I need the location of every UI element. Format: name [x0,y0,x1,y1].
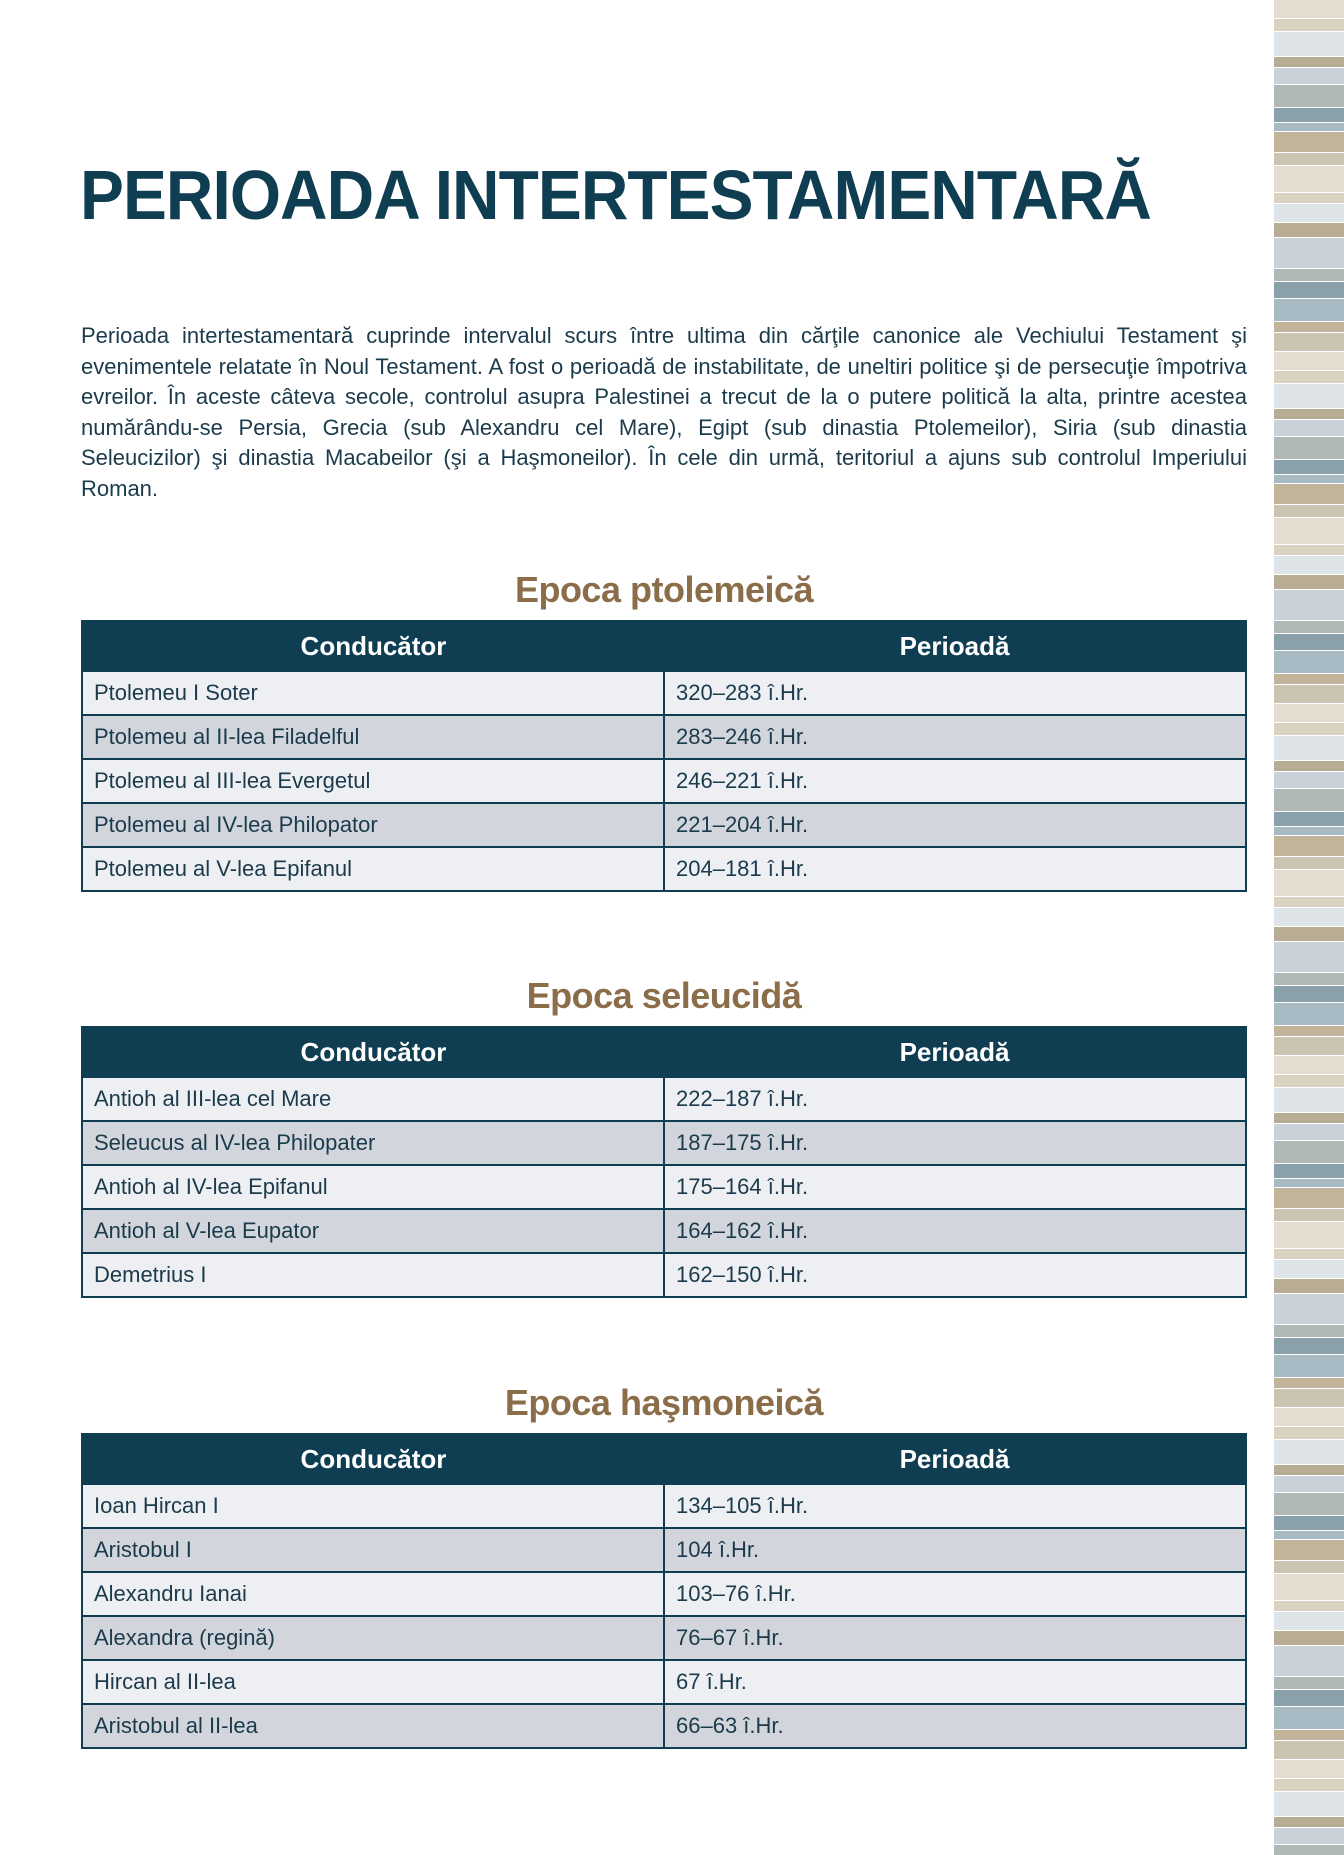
ruler-name-cell: Ptolemeu I Soter [82,671,664,715]
period-cell: 204–181 î.Hr. [664,847,1246,891]
section-hasmonean [81,1373,1247,1749]
period-cell: 187–175 î.Hr. [664,1121,1246,1165]
period-cell: 103–76 î.Hr. [664,1572,1246,1616]
table-row [82,1704,1246,1748]
section-seleucid [81,966,1247,1298]
table-row [82,1121,1246,1165]
table-row [82,759,1246,803]
period-cell: 162–150 î.Hr. [664,1253,1246,1297]
header-ruler: Conducător [82,621,664,671]
table-header-row [82,621,1246,671]
period-cell: 66–63 î.Hr. [664,1704,1246,1748]
table-row [82,1660,1246,1704]
ruler-name-cell: Ptolemeu al V-lea Epifanul [82,847,664,891]
table-row [82,1253,1246,1297]
period-cell: 134–105 î.Hr. [664,1484,1246,1528]
rulers-table [81,1433,1247,1749]
ruler-name-cell: Ptolemeu al II-lea Filadelful [82,715,664,759]
ruler-name-cell: Aristobul I [82,1528,664,1572]
period-cell: 76–67 î.Hr. [664,1616,1246,1660]
table-row [82,1572,1246,1616]
section-title: Epoca haşmoneică [504,1382,824,1423]
period-cell: 67 î.Hr. [664,1660,1246,1704]
table-header-row [82,1027,1246,1077]
table-row [82,803,1246,847]
page-title: PERIOADA INTERTESTAMENTARĂ [80,156,1151,234]
decorative-stripe-border [1274,0,1344,1855]
header-ruler: Conducător [82,1434,664,1484]
table-row [82,671,1246,715]
ruler-name-cell: Alexandra (regină) [82,1616,664,1660]
rulers-table [81,1026,1247,1298]
table-row [82,1209,1246,1253]
ruler-name-cell: Ptolemeu al III-lea Evergetul [82,759,664,803]
rulers-table [81,620,1247,892]
intro-paragraph: Perioada intertestamentară cuprinde intervalul scurs între ultima din cărţile canonice ale Vechiului Testament şi evenimentele relatate în Noul Testament. A fost o perioadă de instabilitate, de uneltiri politice şi de persecuţie împotriva evreilor. În aceste câteva secole, controlul asupra Palestinei a trecut de la o putere politică la alta, printre acestea numărându-se Persia, Grecia (sub Alexandru cel Mare), Egipt (sub dinastia Ptolemeilor), Siria (sub dinastia Seleucizilor) şi dinastia Macabeilor (şi a Haşmoneilor). În cele din urmă, teritoriul a ajuns sub controlul Imperiului Roman. [81,323,1247,501]
section-title: Epoca seleucidă [526,975,802,1016]
header-period: Perioadă [664,1434,1246,1484]
table-header-row [82,1434,1246,1484]
table-row [82,1616,1246,1660]
period-cell: 175–164 î.Hr. [664,1165,1246,1209]
section-title: Epoca ptolemeică [514,569,814,610]
header-ruler: Conducător [82,1027,664,1077]
ruler-name-cell: Ioan Hircan I [82,1484,664,1528]
ruler-name-cell: Alexandru Ianai [82,1572,664,1616]
header-period: Perioadă [664,621,1246,671]
ruler-name-cell: Hircan al II-lea [82,1660,664,1704]
table-row [82,1165,1246,1209]
table-row [82,1077,1246,1121]
ruler-name-cell: Seleucus al IV-lea Philopater [82,1121,664,1165]
table-row [82,1528,1246,1572]
period-cell: 320–283 î.Hr. [664,671,1246,715]
period-cell: 283–246 î.Hr. [664,715,1246,759]
section-ptolemaic [81,560,1247,892]
table-row [82,847,1246,891]
period-cell: 164–162 î.Hr. [664,1209,1246,1253]
ruler-name-cell: Demetrius I [82,1253,664,1297]
ruler-name-cell: Antioh al V-lea Eupator [82,1209,664,1253]
period-cell: 246–221 î.Hr. [664,759,1246,803]
ruler-name-cell: Antioh al III-lea cel Mare [82,1077,664,1121]
period-cell: 222–187 î.Hr. [664,1077,1246,1121]
header-period: Perioadă [664,1027,1246,1077]
table-row [82,715,1246,759]
table-row [82,1484,1246,1528]
period-cell: 221–204 î.Hr. [664,803,1246,847]
ruler-name-cell: Ptolemeu al IV-lea Philopator [82,803,664,847]
ruler-name-cell: Antioh al IV-lea Epifanul [82,1165,664,1209]
ruler-name-cell: Aristobul al II-lea [82,1704,664,1748]
period-cell: 104 î.Hr. [664,1528,1246,1572]
